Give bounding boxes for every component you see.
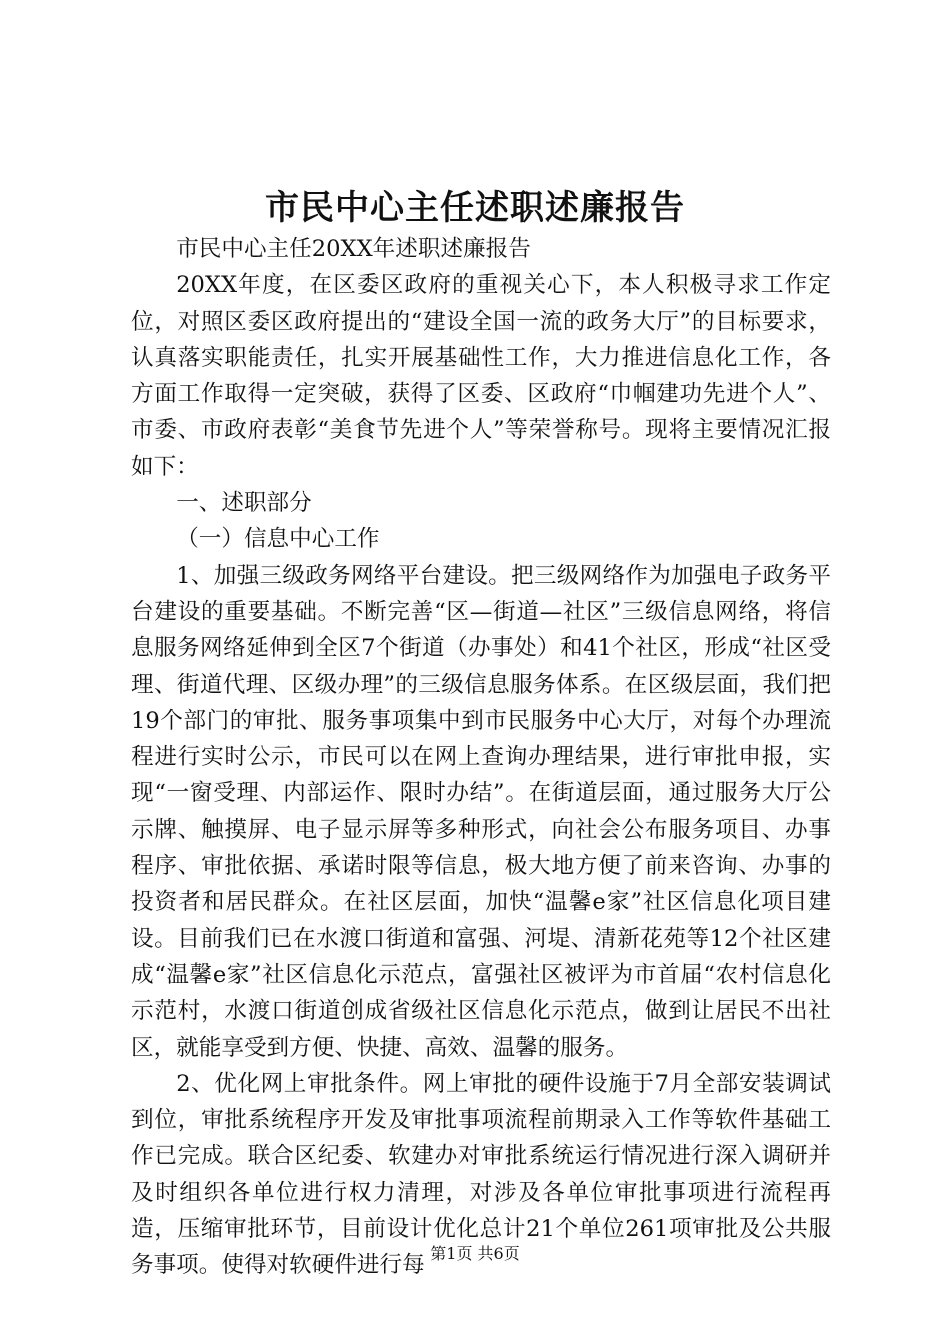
subsection-heading: （一）信息中心工作 [176,526,380,553]
document-title: 市民中心主任述职述廉报告 [265,188,685,228]
paragraph-intro: 20XX年度，在区委区政府的重视关心下，本人积极寻求工作定位，对照区委区政府提出的“建设全国一流的政务大厅”的目标要求，认真落实职能责任，扎实开展基础性工作，大力推进信息化工作，各方面工作取得一定突破，获得了区委、区政府“巾帼建功先进个人”、市委、市政府表彰“美食节先进个人”等荣誉称号。现将主要情况汇报如下： [131,272,831,480]
section-heading: 一、述职部分 [176,490,312,517]
paragraph-subtitle: 市民中心主任20XX年述职述廉报告 [176,236,531,262]
paragraph-item-2: 2、优化网上审批条件。网上审批的硬件设施于7月全部安装调试到位，审批系统程序开发及审批事项流程前期录入工作等软件基础工作已完成。联合区纪委、软建办对审批系统运行情况进行深入调研并及时组织各单位进行权力清理，对涉及各单位审批事项进行流程再造，压缩审批环节，目前设计优化总计21个单位261项审批及公共服务事项。使得对软硬件进行每 [131,1070,831,1279]
document-body [131,231,831,1284]
paragraph-item-1: 1、加强三级政务网络平台建设。把三级网络作为加强电子政务平台建设的重要基础。不断完善“区—街道—社区”三级信息网络，将信息服务网络延伸到全区7个街道（办事处）和41个社区，形成“社区受理、街道代理、区级办理”的三级信息服务体系。在区级层面，我们把19个部门的审批、服务事项集中到市民服务中心大厅，对每个办理流程进行实时公示，市民可以在网上查询办理结果，进行审批申报，实现“一窗受理、内部运作、限时办结”。在街道层面，通过服务大厅公示牌、触摸屏、电子显示屏等多种形式，向社会公布服务项目、办事程序、审批依据、承诺时限等信息，极大地方便了前来咨询、办事的投资者和居民群众。在社区层面，加快“温馨e家”社区信息化项目建设。目前我们已在水渡口街道和富强、河堤、清新花苑等12个社区建成“温馨e家”社区信息化示范点，富强社区被评为市首届“农村信息化示范村，水渡口街道创成省级社区信息化示范点，做到让居民不出社区，就能享受到方便、快捷、高效、温馨的服务。 [131,562,831,1061]
page-footer: 第1页 共6页 [430,1244,520,1263]
